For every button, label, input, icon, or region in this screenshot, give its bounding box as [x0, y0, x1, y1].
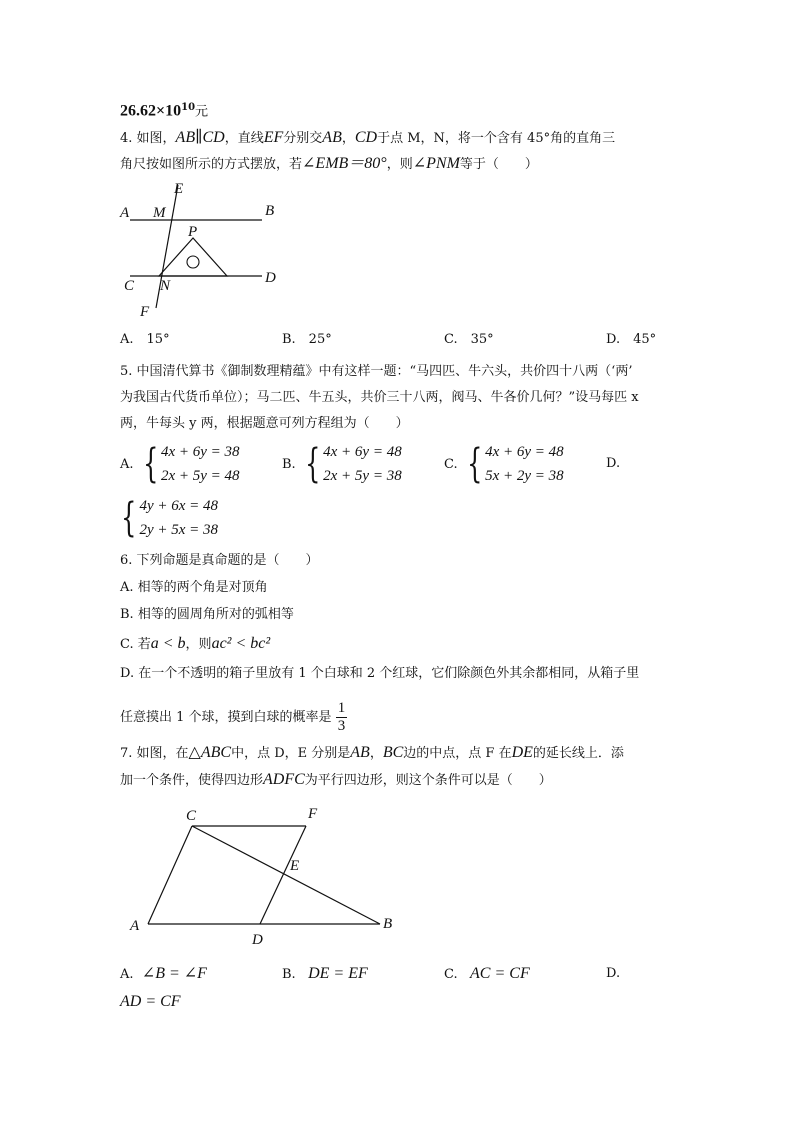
- denominator: 3: [337, 718, 346, 734]
- q6-result: ac² < bc²: [211, 635, 271, 652]
- q7-text: 加一个条件，使得四边形: [120, 773, 264, 788]
- answer-exponent: 10: [181, 102, 196, 113]
- q7-segment-de: DE: [511, 744, 533, 761]
- q7-stem-line1: [120, 743, 624, 764]
- q6-text: ，则: [185, 637, 212, 652]
- label-f: F: [308, 806, 318, 822]
- q7-option-a: [120, 964, 207, 985]
- equation: 5x + 2y = 38: [485, 468, 564, 484]
- option-label: C.: [444, 456, 458, 472]
- label-f: F: [140, 304, 150, 320]
- label-p: P: [188, 224, 198, 240]
- q7-stem-line2: [120, 770, 552, 791]
- q4-option-b: B. 25°: [282, 332, 332, 347]
- option-label: B.: [282, 456, 296, 472]
- option-label: C.: [444, 967, 458, 982]
- q7-text: 中，点 D，E 分别是: [231, 746, 351, 761]
- q7-option-d-label: D.: [606, 966, 621, 981]
- q4-asked-angle: ∠PNM: [412, 155, 460, 172]
- q7-text: 7. 如图，在: [120, 746, 189, 761]
- q6-condition: a < b: [150, 635, 186, 652]
- option-label: A.: [120, 967, 134, 982]
- brace: {: [142, 441, 158, 487]
- q4-stem-line1: [120, 128, 615, 149]
- answer-value: 26.62×10: [120, 102, 182, 120]
- label-m: M: [153, 205, 166, 221]
- q4-condition: ∠EMB＝80°: [302, 155, 387, 172]
- q4-text: 等于（ ）: [459, 157, 538, 172]
- q7-text: 边的中点，点 F 在: [403, 746, 512, 761]
- q6-option-a: A. 相等的两个角是对顶角: [120, 580, 268, 595]
- option-label: B.: [282, 967, 296, 982]
- q4-text: 分别交: [283, 131, 323, 146]
- label-a: A: [130, 918, 140, 934]
- segment-df: [260, 826, 306, 924]
- q7-triangle: △ABC: [188, 744, 232, 761]
- q7-text: 为平行四边形，则这个条件可以是（ ）: [304, 773, 552, 788]
- answer-unit: 元: [195, 104, 209, 120]
- q4-parallel-expr: AB∥CD: [175, 129, 225, 146]
- q7-text: 的延长线上．添: [532, 746, 624, 761]
- label-d: D: [265, 270, 276, 286]
- q5-option-b: [282, 440, 402, 488]
- q4-text: 于点 M，N，将一个含有 45°角的直角三: [377, 131, 616, 146]
- label-b: B: [383, 916, 393, 932]
- q7-text: ，: [369, 746, 383, 761]
- label-d: D: [252, 932, 263, 948]
- option-expr: AC = CF: [470, 965, 530, 982]
- q6-option-d-line1: D. 在一个不透明的箱子里放有 1 个白球和 2 个红球，它们除颜色外其余都相同，从箱子里: [120, 666, 640, 681]
- fraction-one-third: [336, 700, 348, 735]
- equation: 2x + 5y = 38: [323, 468, 402, 484]
- q6-text: 任意摸出 1 个球，摸到白球的概率是: [120, 710, 332, 725]
- option-expr: AD = CF: [120, 993, 181, 1010]
- q7-option-c: [444, 964, 530, 985]
- segment-cb: [192, 826, 380, 924]
- q6-option-c: [120, 634, 270, 655]
- ruler-hole: [187, 256, 199, 268]
- q4-line-ab: AB: [322, 129, 342, 146]
- equation: 2x + 5y = 48: [160, 468, 240, 484]
- label-n: N: [160, 278, 171, 294]
- q4-option-a: A. 15°: [120, 332, 170, 347]
- q6-text: C. 若: [120, 637, 151, 652]
- q4-line-cd: CD: [354, 129, 378, 146]
- q4-text: ，直线: [224, 131, 264, 146]
- equation: 2y + 5x = 38: [139, 522, 219, 538]
- brace: {: [466, 441, 482, 487]
- option-expr: DE = EF: [308, 965, 368, 982]
- q4-text: 角尺按如图所示的方式摆放，若: [120, 157, 303, 172]
- q5-option-d-label: D.: [606, 456, 621, 471]
- label-b: B: [265, 203, 275, 219]
- option-expr: ∠B = ∠F: [141, 965, 207, 982]
- q4-option-c: C. 35°: [444, 332, 494, 347]
- q7-option-b: [282, 964, 368, 985]
- equation: 4x + 6y = 48: [485, 444, 564, 460]
- q5-stem-line1: 5. 中国清代算书《御制数理精蕴》中有这样一题：“马四匹、牛六头，共价四十八两（‘两’: [120, 364, 633, 379]
- triangle-ruler: [159, 238, 227, 276]
- q5-stem-line2: 为我国古代货币单位）；马二匹、牛五头，共价三十八两，阀马、牛各价几何？”设马每匹 x: [120, 390, 639, 405]
- q7-quadrilateral: ADFC: [263, 771, 305, 788]
- q5-stem-line3: 两，牛每头 y 两，根据题意可列方程组为（ ）: [120, 416, 409, 431]
- label-c: C: [186, 808, 197, 824]
- q6-stem: 6. 下列命题是真命题的是（ ）: [120, 553, 319, 568]
- q6-option-d-line2: [120, 700, 347, 735]
- segment-ac: [148, 826, 192, 924]
- brace: {: [121, 495, 137, 541]
- q5-option-a: [120, 440, 240, 488]
- option-label: A.: [120, 456, 134, 472]
- q7-figure: [124, 798, 404, 948]
- q7-side-ab: AB: [350, 744, 370, 761]
- q7-side-bc: BC: [382, 744, 404, 761]
- q4-stem-line2: [120, 154, 538, 175]
- equation: 4x + 6y = 38: [160, 444, 240, 460]
- q4-figure: [112, 180, 287, 320]
- equation: 4x + 6y = 48: [323, 444, 402, 460]
- numerator: 1: [337, 700, 346, 716]
- q6-option-b: B. 相等的圆周角所对的弧相等: [120, 607, 294, 622]
- label-e: E: [290, 858, 300, 874]
- label-a: A: [120, 205, 130, 221]
- q4-text: ，则: [386, 157, 413, 172]
- q4-text: ，: [341, 131, 355, 146]
- equation: 4y + 6x = 48: [139, 498, 219, 514]
- brace: {: [304, 441, 321, 487]
- label-c: C: [124, 278, 135, 294]
- q5-option-c: [444, 440, 564, 488]
- q4-lead: 4. 如图，: [120, 131, 176, 146]
- q4-option-d: D. 45°: [606, 332, 657, 347]
- q7-option-d: [120, 992, 181, 1013]
- q5-option-d: [116, 494, 218, 542]
- q4-line-ef: EF: [263, 129, 284, 146]
- previous-answer: [120, 98, 208, 122]
- label-e: E: [174, 181, 184, 197]
